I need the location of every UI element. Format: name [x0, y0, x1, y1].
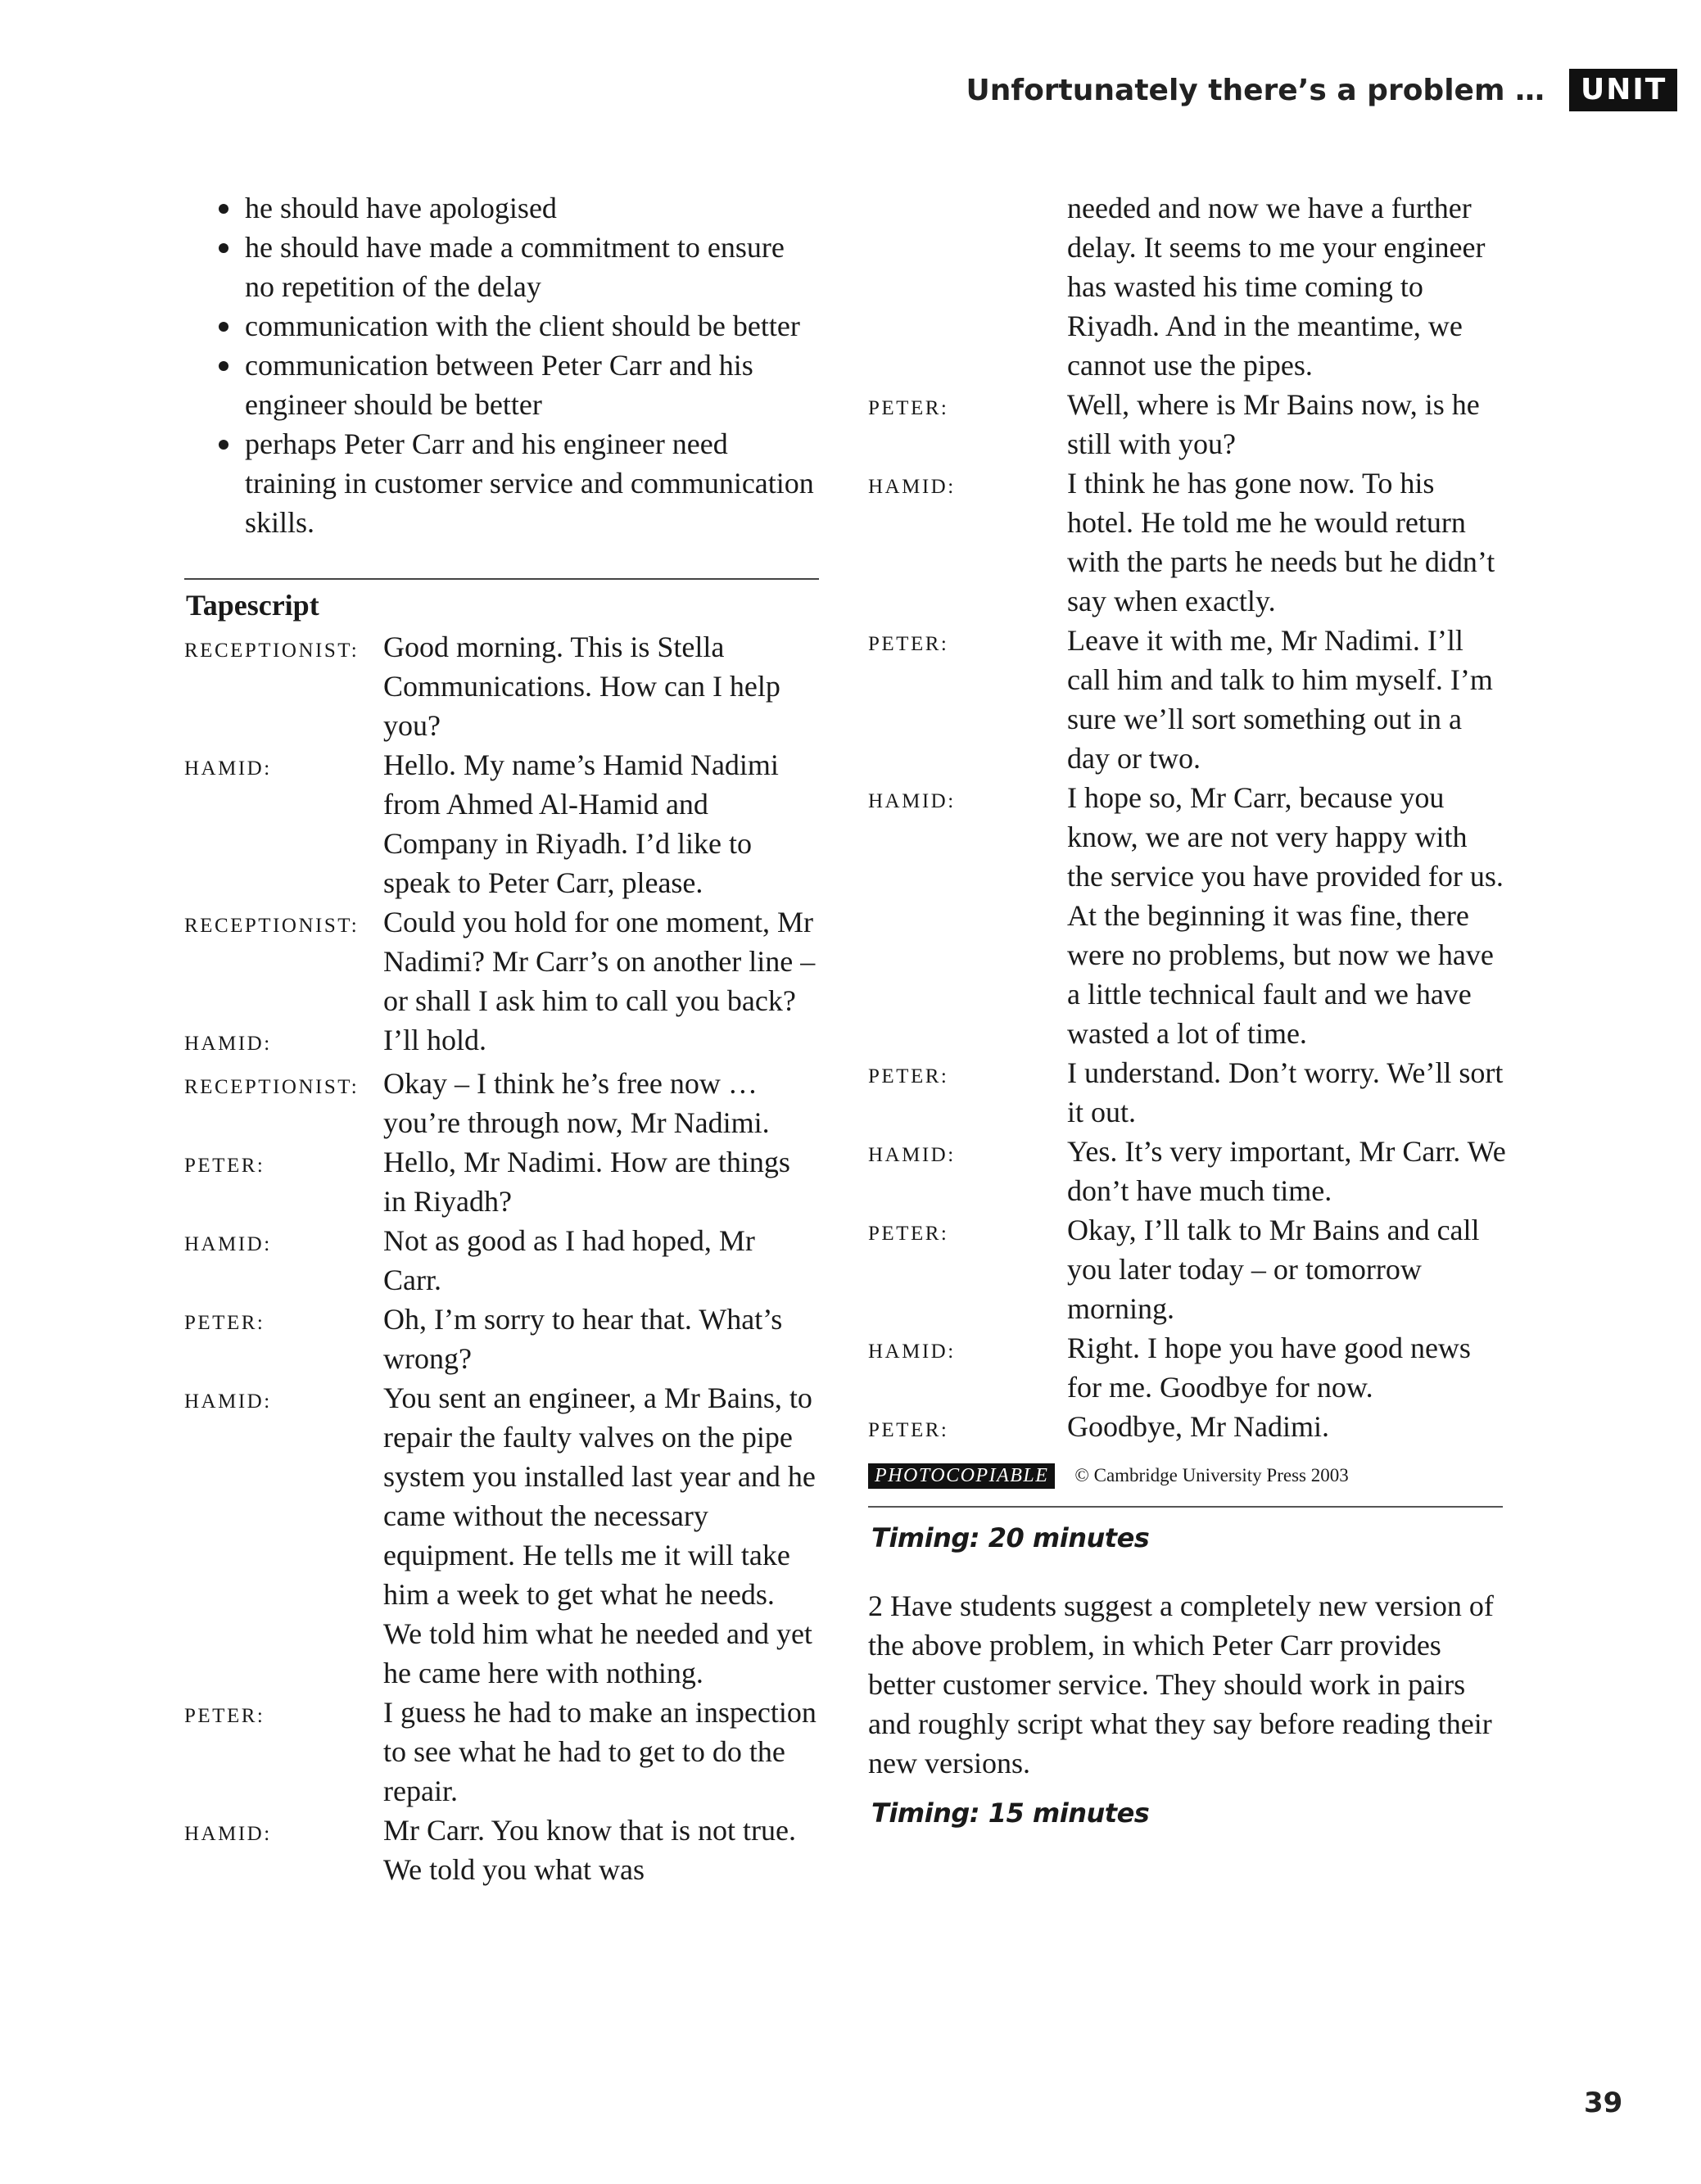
dialogue-text: I hope so, Mr Carr, because you know, we are not very happy with the service you have provided for us. At the beginning it was fine, there were no problems, but now we have a little technical fault and we have wasted a lot of time. [1067, 781, 1504, 1050]
unit-badge: UNIT 5 [1569, 69, 1677, 111]
activity-instruction: 2 Have students suggest a completely new version of the above problem, in which Peter Carr provides better customer service. They should work in pairs and roughly script what they say before reading their new versions. [868, 1589, 1494, 1779]
speaker-label: HAMID: [184, 1233, 272, 1255]
speaker-label: RECEPTIONIST: [184, 1076, 360, 1098]
speaker-label: PETER: [868, 397, 949, 419]
tapescript-line [868, 188, 1507, 385]
photocopiable-label: PHOTOCOPIABLE [868, 1463, 1055, 1489]
speaker-label: PETER: [868, 1065, 949, 1087]
tapescript-line [184, 1142, 819, 1221]
tapescript-line [868, 1210, 1507, 1328]
dialogue-text: Yes. It’s very important, Mr Carr. We don’t have much time. [1067, 1135, 1506, 1207]
bullet-item: communication between Peter Carr and his engineer should be better [219, 346, 819, 424]
tapescript-line [184, 1221, 819, 1300]
dialogue-text: You sent an engineer, a Mr Bains, to repair the faulty valves on the pipe system you installed last year and he came without the necessary equipment. He tells me it will take him a week to get what he needs. We told him what he needed and yet he came here with nothing. [383, 1381, 816, 1689]
speaker-label: HAMID: [184, 1390, 272, 1413]
speaker-label: HAMID: [868, 1144, 956, 1166]
dialogue-text: I’ll hold. [383, 1024, 486, 1056]
tapescript-line [868, 1407, 1507, 1450]
feedback-bullet-list [219, 188, 819, 542]
dialogue-text: Okay – I think he’s free now … you’re through now, Mr Nadimi. [383, 1067, 770, 1139]
speaker-label: HAMID: [868, 1341, 956, 1363]
speaker-label: PETER: [868, 633, 949, 655]
tapescript-line [868, 621, 1507, 778]
speaker-label: PETER: [184, 1155, 265, 1177]
tapescript-right [868, 188, 1507, 1450]
dialogue-text: Goodbye, Mr Nadimi. [1067, 1410, 1329, 1443]
speaker-label: PETER: [184, 1312, 265, 1334]
speaker-label: HAMID: [868, 790, 956, 812]
tapescript-line [184, 902, 819, 1020]
tapescript-line [868, 385, 1507, 463]
tapescript-line [184, 1020, 819, 1064]
page-number: 39 [1584, 2087, 1623, 2119]
dialogue-text: Mr Carr. You know that is not true. We told you what was [383, 1814, 796, 1886]
dialogue-text: Right. I hope you have good news for me. Goodbye for now. [1067, 1332, 1471, 1404]
tapescript-line [868, 1328, 1507, 1407]
dialogue-text: Leave it with me, Mr Nadimi. I’ll call him and talk to him myself. I’m sure we’ll sort something out in a day or two. [1067, 624, 1493, 775]
right-column [868, 188, 1507, 1829]
copyright-notice: © Cambridge University Press 2003 [1074, 1465, 1349, 1485]
dialogue-text: I guess he had to make an inspection to see what he had to get to do the repair. [383, 1696, 817, 1807]
dialogue-text: Well, where is Mr Bains now, is he still with you? [1067, 388, 1480, 460]
speaker-label: PETER: [868, 1223, 949, 1245]
speaker-label: HAMID: [184, 1033, 272, 1055]
section-divider [184, 578, 819, 580]
dialogue-text: Okay, I’ll talk to Mr Bains and call you later today – or tomorrow morning. [1067, 1214, 1480, 1325]
tapescript-line [868, 463, 1507, 621]
speaker-label: PETER: [868, 1419, 949, 1441]
dialogue-text: Could you hold for one moment, Mr Nadimi? Mr Carr’s on another line – or shall I ask him to call you back? [383, 906, 816, 1017]
bullet-item: he should have made a commitment to ensure no repetition of the delay [219, 228, 819, 306]
tapescript-line [184, 745, 819, 902]
dialogue-text: I understand. Don’t worry. We’ll sort it out. [1067, 1056, 1504, 1128]
tapescript-line [868, 778, 1507, 1053]
speaker-label [868, 188, 1067, 385]
speaker-label: HAMID: [868, 476, 956, 498]
tapescript-line [868, 1053, 1507, 1132]
tapescript-line [184, 1378, 819, 1693]
bullet-item: communication with the client should be better [219, 306, 819, 346]
timing-label: Timing: 15 minutes [871, 1797, 1150, 1829]
speaker-label: HAMID: [184, 1823, 272, 1845]
left-column [184, 188, 819, 1889]
dialogue-text: I think he has gone now. To his hotel. He told me he would return with the parts he needs but he didn’t say when exactly. [1067, 467, 1495, 617]
tapescript-line [184, 627, 819, 745]
bullet-item: he should have apologised [219, 188, 819, 228]
bullet-item: perhaps Peter Carr and his engineer need training in customer service and communication skills. [219, 424, 819, 542]
dialogue-text: Not as good as I had hoped, Mr Carr. [383, 1224, 755, 1296]
dialogue-text: Hello, Mr Nadimi. How are things in Riyadh? [383, 1146, 790, 1218]
speaker-label: HAMID: [184, 757, 272, 780]
tapescript-line [184, 1693, 819, 1811]
dialogue-text: needed and now we have a further delay. It seems to me your engineer has wasted his time coming to Riyadh. And in the meantime, we cannot use the pipes. [1067, 192, 1486, 382]
speaker-label: RECEPTIONIST: [184, 915, 360, 937]
dialogue-text: Good morning. This is Stella Communications. How can I help you? [383, 631, 780, 742]
tapescript-left [184, 627, 819, 1889]
section-divider [868, 1506, 1503, 1508]
dialogue-text: Hello. My name’s Hamid Nadimi from Ahmed Al-Hamid and Company in Riyadh. I’d like to speak to Peter Carr, please. [383, 748, 779, 899]
speaker-label: RECEPTIONIST: [184, 640, 360, 662]
dialogue-text: Oh, I’m sorry to hear that. What’s wrong? [383, 1303, 783, 1375]
tapescript-line [184, 1064, 819, 1142]
tapescript-line [184, 1811, 819, 1889]
tapescript-line [868, 1132, 1507, 1210]
copyright-row [868, 1457, 1507, 1494]
running-header: Unfortunately there’s a problem … [966, 74, 1545, 107]
tapescript-heading: Tapescript [186, 589, 319, 622]
tapescript-line [184, 1300, 819, 1378]
timing-label: Timing: 20 minutes [871, 1522, 1150, 1553]
speaker-label: PETER: [184, 1705, 265, 1727]
